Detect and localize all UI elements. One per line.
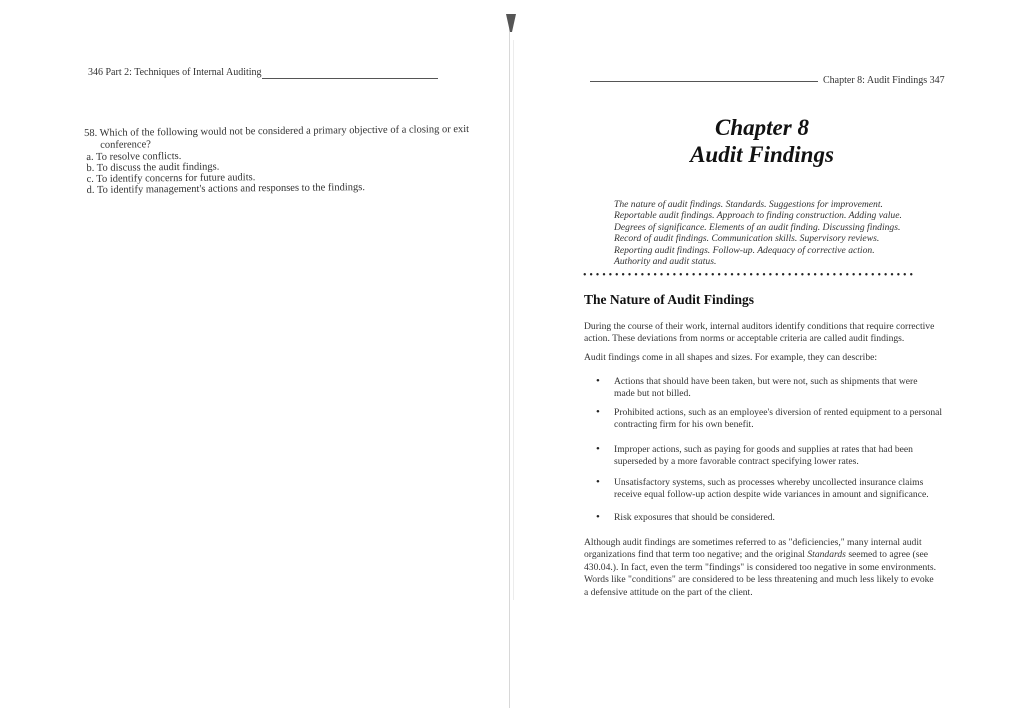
chapter-number: Chapter 8	[715, 115, 809, 140]
bullet-line: made but not billed.	[614, 388, 691, 400]
bullet-item	[614, 477, 958, 502]
bullet-icon: •	[596, 375, 600, 387]
chapter-contents	[614, 199, 954, 267]
contents-line: Reporting audit findings. Follow-up. Adequacy of corrective action.	[614, 244, 875, 256]
paragraph-line: Words like "conditions" are considered to be less threatening and much less likely to evoke	[584, 574, 934, 586]
bullet-line: Risk exposures that should be considered.	[614, 512, 775, 523]
paragraph-line: organizations find that term too negative; and the original Standards seemed to agree (see	[584, 549, 928, 561]
left-header-rule	[262, 78, 438, 79]
bullet-line: Unsatisfactory systems, such as processes whereby uncollected insurance claims	[614, 477, 924, 488]
left-page-header: 346 Part 2: Techniques of Internal Auditing	[88, 67, 262, 78]
bullet-line: superseded by a more favorable contract specifying lower rates.	[614, 456, 859, 468]
contents-line: Record of audit findings. Communication skills. Supervisory reviews.	[614, 233, 880, 245]
lead-in-sentence: Audit findings come in all shapes and sizes. For example, they can describe:	[584, 352, 878, 363]
question-58	[84, 124, 470, 196]
intro-paragraph	[584, 321, 954, 346]
bullet-item	[614, 407, 958, 432]
answer-option-a: a. To resolve conflicts.	[86, 150, 182, 163]
contents-line: Authority and audit status.	[614, 256, 717, 268]
bullet-item	[614, 444, 958, 469]
answer-option-b: b. To discuss the audit findings.	[86, 161, 220, 174]
paragraph-line: Although audit findings are sometimes referred to as "deficiencies," many internal audit	[584, 537, 922, 548]
dotted-divider: ••••••••••••••••••••••••••••••••••••••••••••••••••••	[583, 270, 916, 281]
right-page-header: Chapter 8: Audit Findings 347	[823, 75, 945, 86]
contents-line: Reportable audit findings. Approach to finding construction. Adding value.	[614, 210, 902, 222]
book-spine-shadow	[513, 40, 514, 600]
question-stem-line: conference?	[100, 138, 151, 151]
section-heading: The Nature of Audit Findings	[584, 292, 755, 307]
right-header-rule	[590, 81, 818, 82]
bullet-line: Prohibited actions, such as an employee's diversion of rented equipment to a personal	[614, 407, 943, 418]
contents-line: Degrees of significance. Elements of an audit finding. Discussing findings.	[614, 221, 901, 233]
bullet-line: Improper actions, such as paying for goods and supplies at rates that had been	[614, 444, 913, 455]
chapter-title: Audit Findings	[690, 142, 834, 167]
bullet-icon: •	[596, 476, 600, 488]
binding-mark-icon	[505, 12, 517, 34]
question-stem-line: 58. Which of the following would not be considered a primary objective of a closing or exit	[84, 123, 470, 139]
paragraph-line: During the course of their work, internal auditors identify conditions that require corrective	[584, 321, 935, 332]
paragraph-line: a defensive attitude on the part of the client.	[584, 586, 753, 598]
contents-line: The nature of audit findings. Standards. Suggestions for improvement.	[614, 199, 883, 210]
bullet-icon: •	[596, 406, 600, 418]
bullet-line: receive equal follow-up action despite wide variances in amount and significance.	[614, 489, 929, 501]
closing-paragraph	[584, 537, 954, 599]
bullet-item	[614, 512, 958, 524]
bullet-line: Actions that should have been taken, but were not, such as shipments that were	[614, 376, 918, 387]
paragraph-line: action. These deviations from norms or acceptable criteria are called audit findings.	[584, 333, 905, 345]
answer-option-c: c. To identify concerns for future audits.	[86, 172, 256, 185]
bullet-icon: •	[596, 443, 600, 455]
bullet-line: contracting firm for his own benefit.	[614, 419, 754, 431]
answer-option-d: d. To identify management's actions and responses to the findings.	[86, 182, 365, 196]
book-spine-line	[509, 18, 510, 708]
paragraph-line: 430.04.). In fact, even the term "findings" is considered too negative in some environments.	[584, 561, 937, 573]
bullet-icon: •	[596, 511, 600, 523]
bullet-item	[614, 376, 958, 401]
